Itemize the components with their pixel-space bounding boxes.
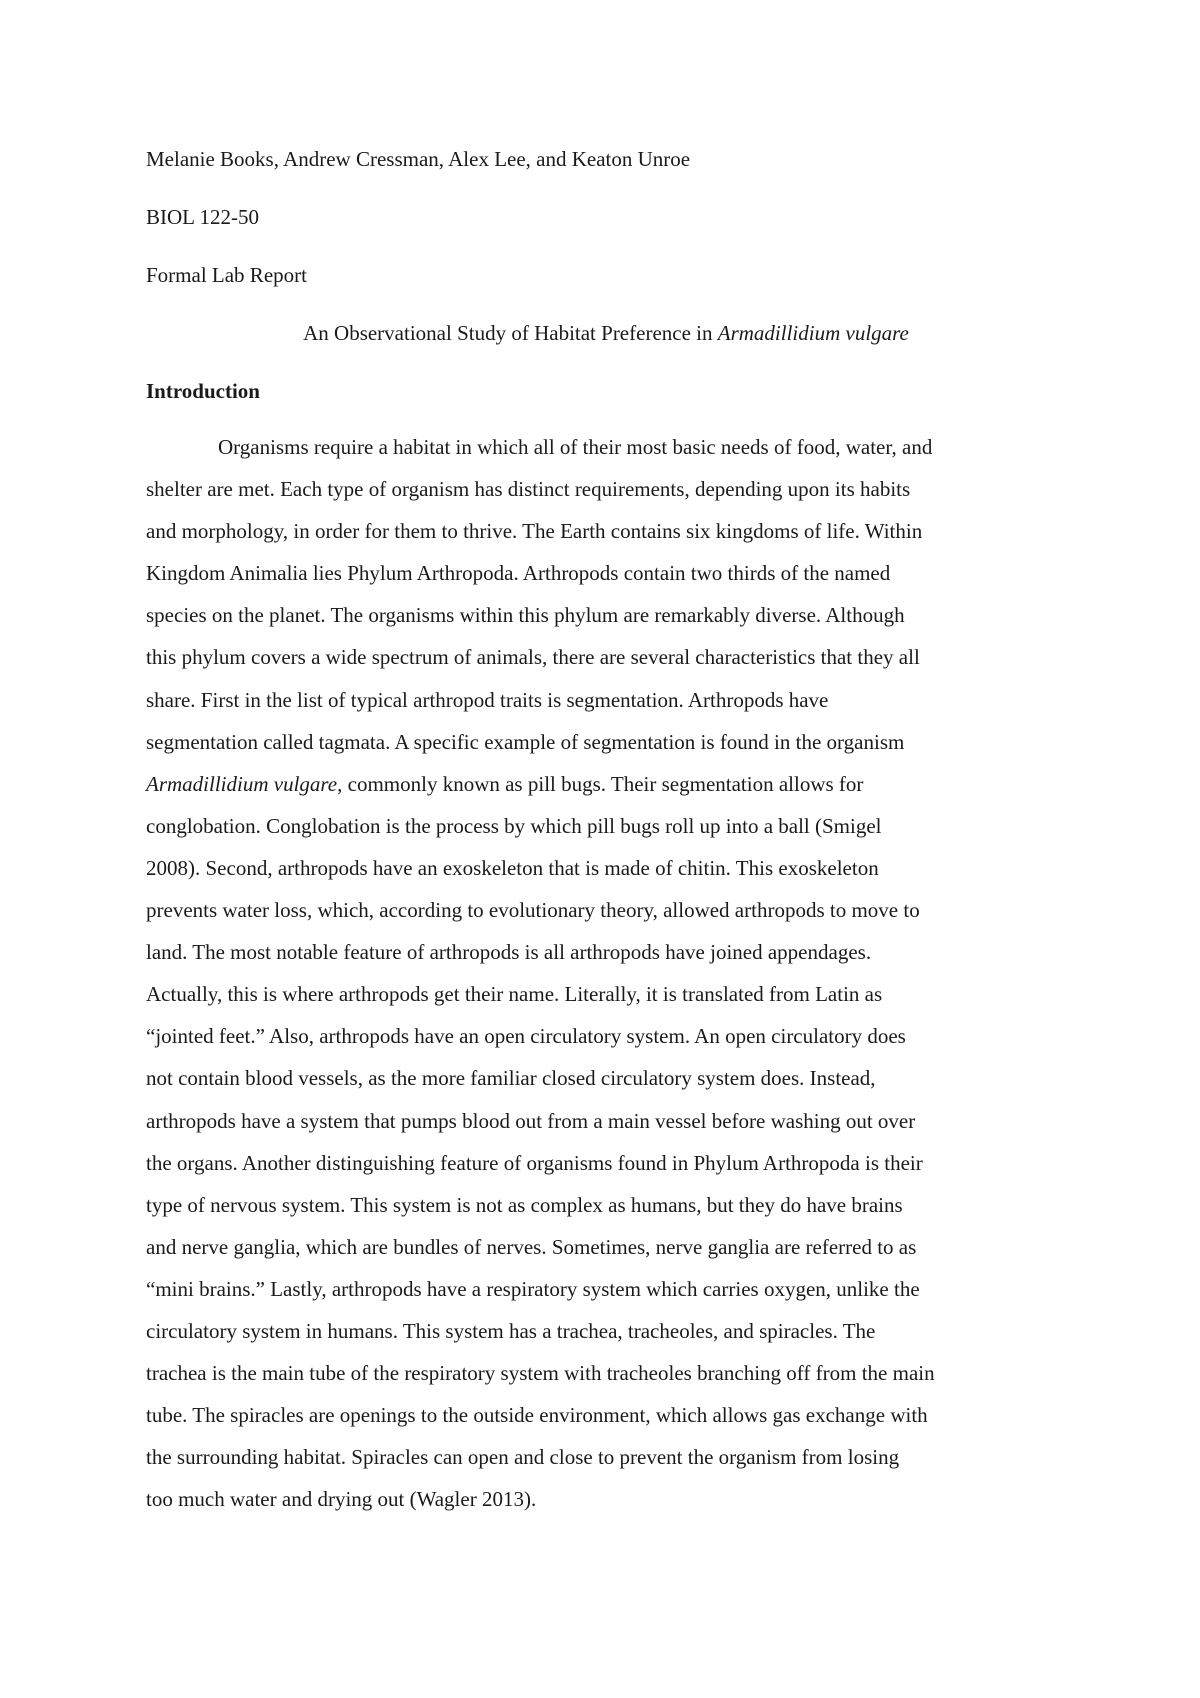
paragraph-line: the organs. Another distinguishing feature of organisms found in Phylum Arthropoda is their <box>146 1150 923 1175</box>
paragraph-line: Actually, this is where arthropods get their name. Literally, it is translated from Latin as <box>146 982 883 1007</box>
paragraph-line: and morphology, in order for them to thrive. The Earth contains six kingdoms of life. Within <box>146 519 923 544</box>
document-content <box>146 144 1066 1520</box>
report-title <box>146 318 1066 376</box>
paragraph-line: too much water and drying out (Wagler 2013). <box>146 1487 537 1512</box>
paragraph-line: share. First in the list of typical arthropod traits is segmentation. Arthropods have <box>146 687 829 712</box>
paragraph-line: this phylum covers a wide spectrum of animals, there are several characteristics that they all <box>146 645 920 670</box>
paragraph-line: species on the planet. The organisms within this phylum are remarkably diverse. Although <box>146 603 905 628</box>
paragraph-line: shelter are met. Each type of organism has distinct requirements, depending upon its habits <box>146 477 911 502</box>
paragraph-line: land. The most notable feature of arthropods is all arthropods have joined appendages. <box>146 940 872 965</box>
paragraph-line: tube. The spiracles are openings to the outside environment, which allows gas exchange with <box>146 1403 928 1428</box>
paragraph-line <box>146 763 1066 805</box>
species-name: Armadillidium vulgare, <box>146 771 343 796</box>
paragraph-line: 2008). Second, arthropods have an exoskeleton that is made of chitin. This exoskeleton <box>146 855 879 880</box>
paragraph-line: arthropods have a system that pumps blood out from a main vessel before washing out over <box>146 1108 916 1133</box>
paragraph-line: type of nervous system. This system is not as complex as humans, but they do have brains <box>146 1192 903 1217</box>
paragraph-line: not contain blood vessels, as the more familiar closed circulatory system does. Instead, <box>146 1066 876 1091</box>
paragraph-line: Organisms require a habitat in which all of their most basic needs of food, water, and <box>218 435 933 459</box>
paragraph-line: prevents water loss, which, according to evolutionary theory, allowed arthropods to move to <box>146 898 920 923</box>
paragraph-line: “mini brains.” Lastly, arthropods have a respiratory system which carries oxygen, unlike the <box>146 1276 920 1301</box>
report-title-species: Armadillidium vulgare <box>717 321 909 345</box>
introduction-paragraph <box>146 426 1066 1520</box>
paragraph-line: conglobation. Conglobation is the process by which pill bugs roll up into a ball (Smigel <box>146 813 882 838</box>
paragraph-line: circulatory system in humans. This system has a trachea, tracheoles, and spiracles. The <box>146 1318 876 1343</box>
section-heading-introduction: Introduction <box>146 379 260 403</box>
paragraph-line: and nerve ganglia, which are bundles of nerves. Sometimes, nerve ganglia are referred to as <box>146 1234 917 1259</box>
paragraph-line: the surrounding habitat. Spiracles can open and close to prevent the organism from losing <box>146 1445 900 1470</box>
paragraph-line: segmentation called tagmata. A specific example of segmentation is found in the organism <box>146 729 905 754</box>
paragraph-line-text: commonly known as pill bugs. Their segmentation allows for <box>342 771 864 796</box>
paragraph-line: trachea is the main tube of the respiratory system with tracheoles branching off from the main <box>146 1361 935 1386</box>
report-type-line: Formal Lab Report <box>146 263 307 287</box>
paragraph-line: Kingdom Animalia lies Phylum Arthropoda. Arthropods contain two thirds of the named <box>146 561 891 586</box>
report-title-text: An Observational Study of Habitat Preference in <box>303 321 718 345</box>
paragraph-line: “jointed feet.” Also, arthropods have an open circulatory system. An open circulatory does <box>146 1024 906 1049</box>
course-line: BIOL 122-50 <box>146 205 259 229</box>
authors-line: Melanie Books, Andrew Cressman, Alex Lee, and Keaton Unroe <box>146 147 691 171</box>
